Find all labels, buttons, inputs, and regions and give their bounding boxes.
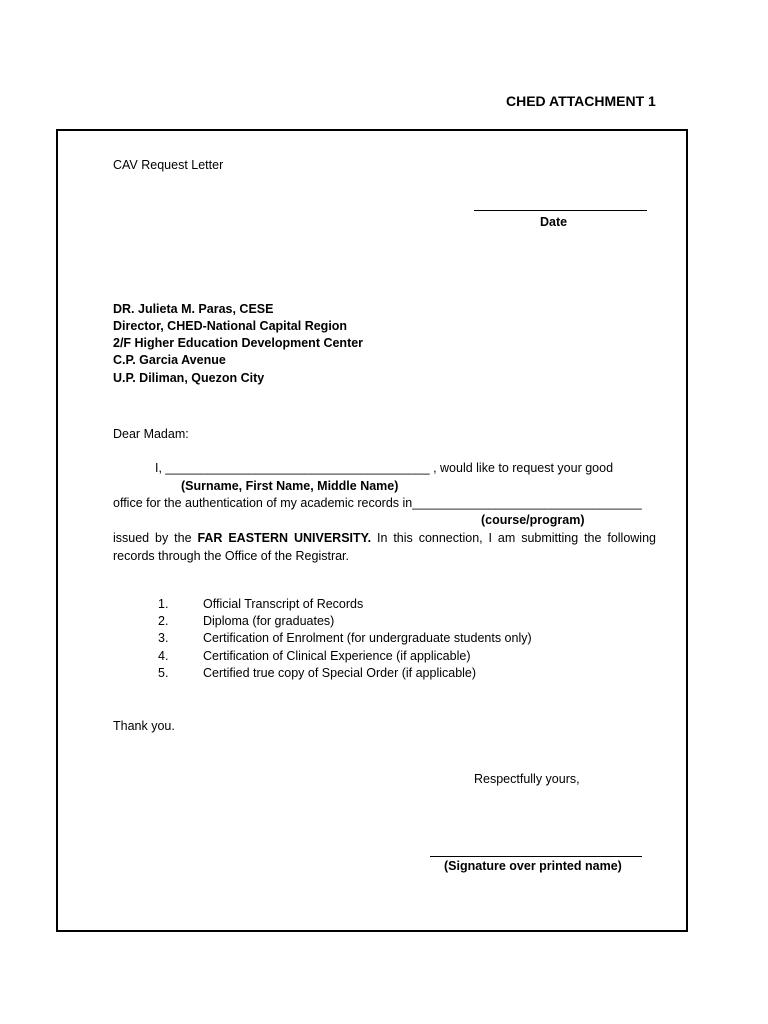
record-item-text: Certified true copy of Special Order (if applicable) xyxy=(203,666,477,680)
signature-caption: (Signature over printed name) xyxy=(444,859,622,873)
university-name: FAR EASTERN UNIVERSITY. xyxy=(197,531,372,545)
name-caption: (Surname, First Name, Middle Name) xyxy=(181,479,399,493)
record-item-number: 5. xyxy=(158,666,169,680)
recipient-street: C.P. Garcia Avenue xyxy=(113,353,226,367)
recipient-name: DR. Julieta M. Paras, CESE xyxy=(113,302,274,316)
record-item-number: 1. xyxy=(158,597,169,611)
body-line-name-request: I, ______________________________________ , would like to request your good xyxy=(155,461,614,475)
recipient-city: U.P. Diliman, Quezon City xyxy=(113,371,265,385)
closing-thanks: Thank you. xyxy=(113,719,175,733)
record-item-text: Certification of Enrolment (for undergraduate students only) xyxy=(203,631,532,645)
record-item-text: Diploma (for graduates) xyxy=(203,614,335,628)
body-line-registrar: records through the Office of the Registrar. xyxy=(113,549,350,563)
attachment-title: CHED ATTACHMENT 1 xyxy=(506,93,656,109)
signature-blank-line xyxy=(430,856,642,857)
date-label: Date xyxy=(540,215,568,229)
university-prefix: issued by the xyxy=(113,531,198,545)
date-blank-line xyxy=(474,210,647,211)
university-suffix: In this connection, I am submitting the following xyxy=(371,531,656,545)
body-line-authentication: office for the authentication of my academic records in_________________________________ xyxy=(113,496,642,510)
course-caption: (course/program) xyxy=(481,513,585,527)
closing-regards: Respectfully yours, xyxy=(474,772,580,786)
letter-heading: CAV Request Letter xyxy=(113,158,224,172)
record-item-number: 2. xyxy=(158,614,169,628)
record-item-number: 4. xyxy=(158,649,169,663)
record-item-number: 3. xyxy=(158,631,169,645)
body-line-university xyxy=(113,531,656,545)
salutation: Dear Madam: xyxy=(113,427,189,441)
recipient-title: Director, CHED-National Capital Region xyxy=(113,319,348,333)
record-item-text: Official Transcript of Records xyxy=(203,597,364,611)
record-item-text: Certification of Clinical Experience (if applicable) xyxy=(203,649,471,663)
recipient-office: 2/F Higher Education Development Center xyxy=(113,336,364,350)
